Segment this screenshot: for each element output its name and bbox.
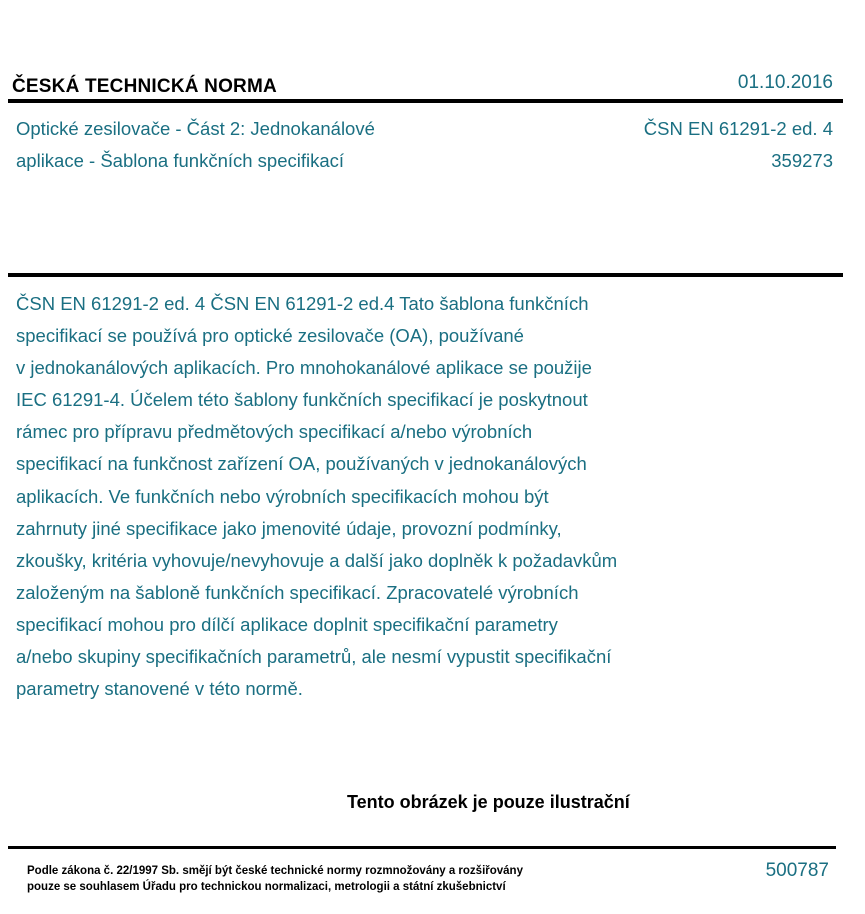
legal-notice-line-1: Podle zákona č. 22/1997 Sb. smějí být české technické normy rozmnožovány a rozšiřovány [27, 865, 523, 877]
illustration-note: Tento obrázek je pouze ilustrační [347, 792, 630, 812]
abstract-line: zahrnuty jiné specifikace jako jmenovité údaje, provozní podmínky, [16, 517, 562, 539]
abstract-line: IEC 61291-4. Účelem této šablony funkčních specifikací je poskytnout [16, 389, 588, 411]
abstract-line: ČSN EN 61291-2 ed. 4 ČSN EN 61291-2 ed.4 Tato šablona funkčních [16, 293, 589, 314]
abstract-line: parametry stanovené v této normě. [16, 678, 303, 700]
abstract-text [16, 288, 736, 705]
legal-notice [27, 863, 523, 895]
document-number: 500787 [765, 860, 829, 881]
publication-date: 01.10.2016 [737, 72, 833, 93]
header-title: ČESKÁ TECHNICKÁ NORMA [12, 76, 277, 97]
abstract-line: specifikací na funkčnost zařízení OA, používaných v jednokanálových [16, 453, 587, 475]
footer-divider [8, 846, 836, 849]
abstract-line: založeným na šabloně funkčních specifikací. Zpracovatelé výrobních [16, 581, 579, 603]
abstract-line: v jednokanálových aplikacích. Pro mnohokanálové aplikace se použije [16, 357, 592, 379]
abstract-line: zkoušky, kritéria vyhovuje/nevyhovuje a další jako doplněk k požadavkům [16, 549, 618, 571]
abstract-line: aplikacích. Ve funkčních nebo výrobních specifikacích mohou být [16, 485, 549, 507]
abstract-line: a/nebo skupiny specifikačních parametrů, ale nesmí vypustit specifikační [16, 646, 612, 668]
abstract-line: rámec pro přípravu předmětových specifikací a/nebo výrobních [16, 421, 533, 443]
standard-title-line-1: Optické zesilovače - Část 2: Jednokanálové [16, 118, 375, 139]
standard-title-line-2: aplikace - Šablona funkčních specifikací [16, 150, 345, 171]
abstract-line: specifikací se používá pro optické zesilovače (OA), používané [16, 325, 524, 347]
header-divider [8, 99, 843, 103]
abstract-line: specifikací mohou pro dílčí aplikace doplnit specifikační parametry [16, 613, 558, 635]
section-divider [8, 273, 843, 277]
standard-code: ČSN EN 61291-2 ed. 4 [643, 118, 833, 139]
legal-notice-line-2: pouze se souhlasem Úřadu pro technickou normalizaci, metrologii a státní zkušebnictví [27, 881, 506, 893]
catalog-number: 359273 [771, 150, 833, 171]
